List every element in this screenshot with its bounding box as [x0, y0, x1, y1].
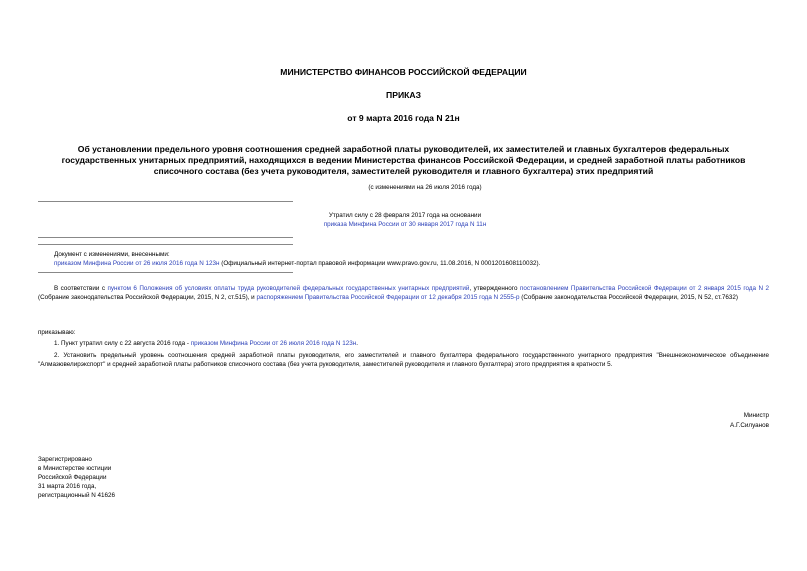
order-item-2: 2. Установить предельный уровень соотношения средней заработной платы руководителя, его заместителей и главного бухгалтера федерального государственного унитарного предприятия "Внешнеэкономическое объединение "Алмазювелирэкспорт" и средней заработной платы работников списочного состава (без учета руководителя, заместителей руководителя и главного бухгалтера) этого предприятия в кратности 5.	[38, 352, 769, 368]
order-item-1	[54, 339, 769, 348]
doc-title-line: государственных унитарных предприятий, находящихся в ведении Министерства финансов Российской Федерации, и средней заработной платы работников	[61, 155, 746, 165]
ministry-title: МИНИСТЕРСТВО ФИНАНСОВ РОССИЙСКОЙ ФЕДЕРАЦИИ	[280, 67, 527, 77]
government-order-link[interactable]: распоряжением Правительства Российской Федерации от 12 декабря 2015 года N 2555-р	[256, 294, 520, 301]
doc-title-line: списочного состава (без учета руководителя, заместителей руководителя и главного бухгалтера) этих предприятий	[153, 166, 654, 176]
divider	[38, 244, 293, 245]
registration-line: регистрационный N 41626	[38, 492, 116, 499]
preamble	[38, 284, 769, 302]
order-item-text: 1. Пункт утратил силу с 22 августа 2016 года -	[54, 340, 191, 347]
divider	[38, 237, 293, 238]
preamble-text: В соответствии с	[54, 285, 108, 292]
preamble-text: (Собрание законодательства Российской Федерации, 2015, N 52, ст.7632)	[519, 294, 738, 301]
expired-line: Утратил силу с 28 февраля 2017 года на основании	[328, 212, 482, 219]
preamble-text: (Собрание законодательства Российской Федерации, 2015, N 2, ст.515), и	[38, 294, 257, 301]
government-decree-link[interactable]: постановлением Правительства Российской Федерации от 2 января 2015 года N 2	[519, 285, 769, 292]
signature-name: А.Г.Силуанов	[730, 422, 769, 429]
registration-line: в Министерстве юстиции	[38, 465, 112, 472]
regulation-link[interactable]: пунктом 6 Положения об условиях оплаты труда руководителей федеральных государственных унитарных предприятий	[107, 285, 470, 292]
registration-block	[38, 455, 115, 500]
registration-line: 31 марта 2016 года,	[38, 483, 97, 490]
doc-title-line: Об установлении предельного уровня соотношения средней заработной платы руководителей, их заместителей и главных бухгалтеров федеральных	[77, 144, 730, 154]
amendment-source: (Официальный интернет-портал правовой информации www.pravo.gov.ru, 11.08.2016, N 0001201608110032).	[219, 260, 541, 267]
registration-line: Российской Федерации	[38, 474, 107, 481]
divider	[38, 272, 293, 273]
changes-note: (с изменениями на 26 июля 2016 года)	[368, 184, 482, 191]
amendments-entry	[54, 259, 774, 268]
expired-link[interactable]: приказа Минфина России от 30 января 2017 года N 11н	[323, 221, 487, 228]
amendments-label: Документ с изменениями, внесенными:	[54, 251, 170, 258]
order-item-text: .	[356, 340, 358, 347]
doc-date-number: от 9 марта 2016 года N 21н	[347, 113, 460, 123]
expired-note	[250, 211, 560, 229]
amendment-link[interactable]: приказом Минфина России от 26 июля 2016 года N 123н	[54, 260, 220, 267]
signature-position: Министр	[743, 412, 769, 419]
preamble-text: , утвержденного	[469, 285, 520, 292]
doc-type: ПРИКАЗ	[386, 90, 421, 100]
registration-line: Зарегистрировано	[38, 456, 92, 463]
divider	[38, 201, 293, 202]
order-verb: приказываю:	[38, 329, 76, 336]
repeal-link[interactable]: приказом Минфина России от 26 июля 2016 года N 123н	[190, 340, 357, 347]
